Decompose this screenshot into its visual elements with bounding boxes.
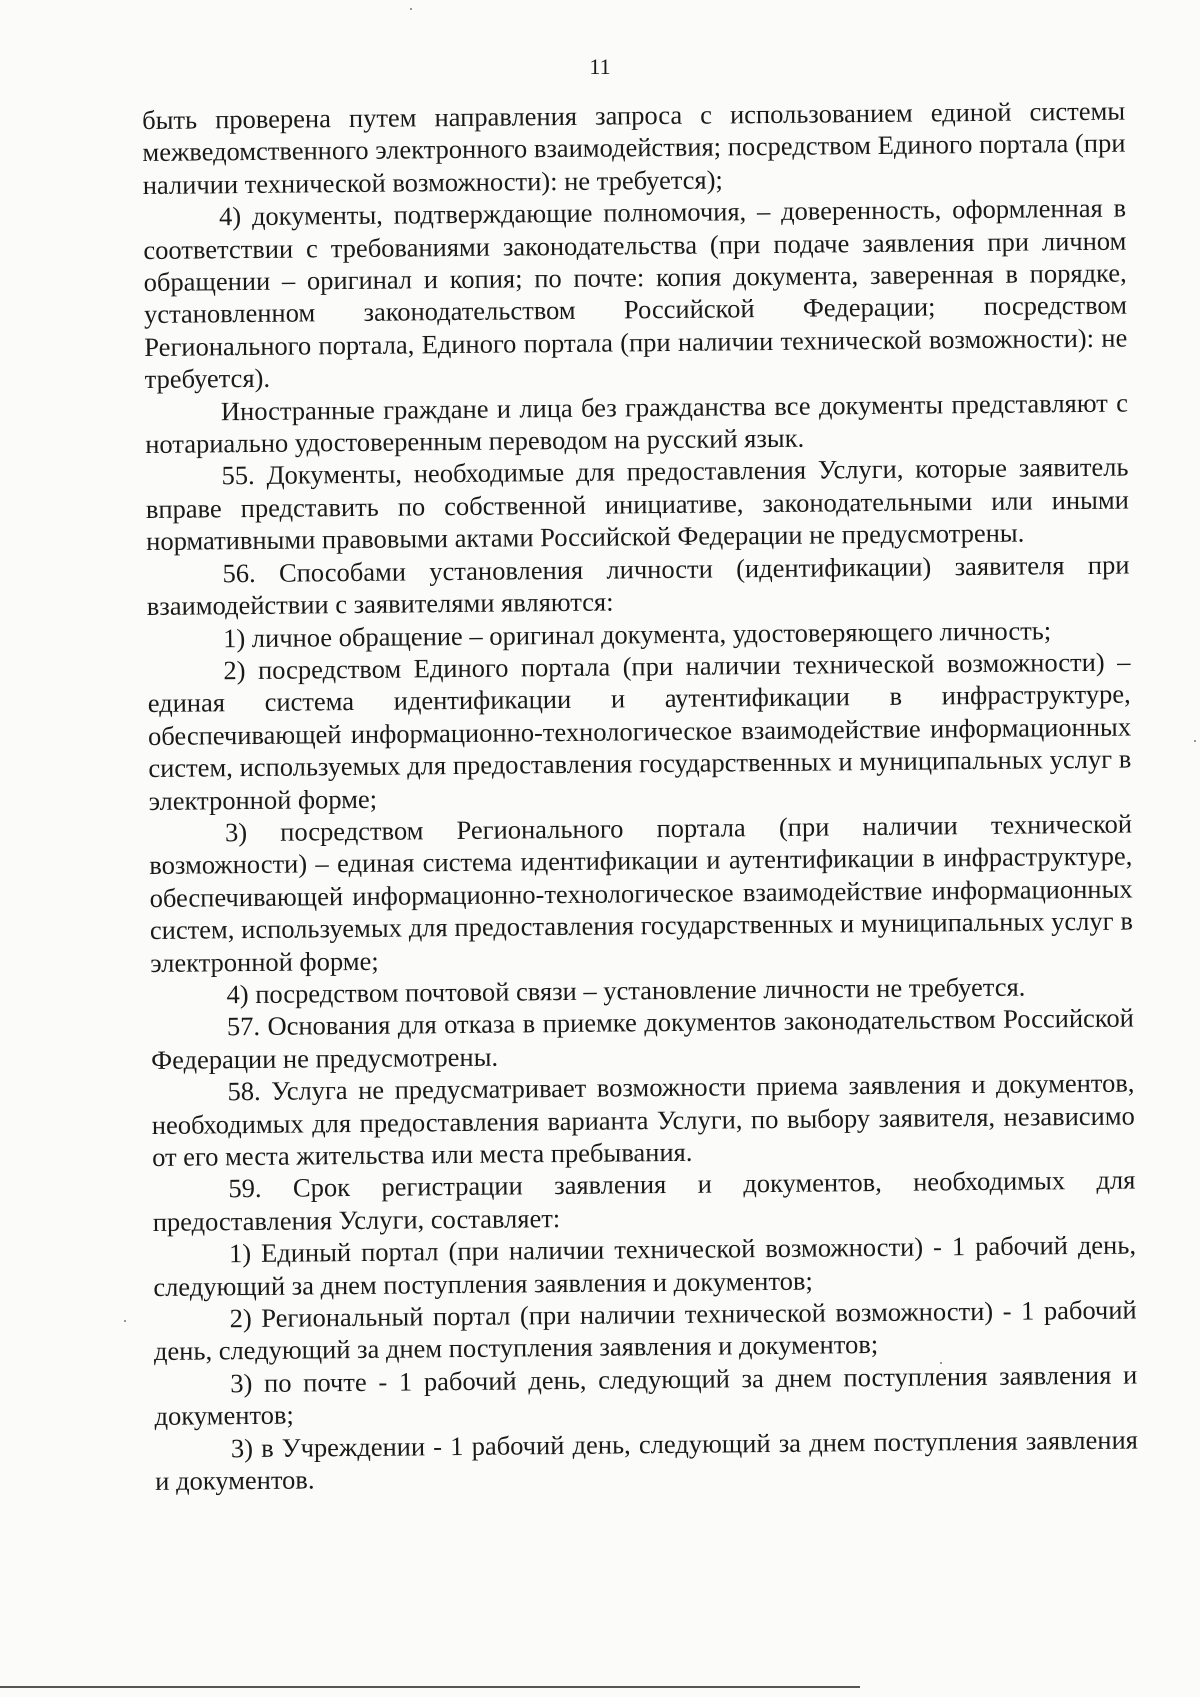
page-number: 11 <box>589 54 611 79</box>
paragraph-59-item-2: 2) Региональный портал (при наличии технической возможности) - 1 рабочий день, следующий за днем поступления заявления и документов; <box>153 1294 1137 1367</box>
paragraph-56-item-1: 1) личное обращение – оригинал документа, удостоверяющего личность; <box>222 614 1052 653</box>
paragraph-59-item-1: 1) Единый портал (при наличии технической возможности) - 1 рабочий день, следующий за днем поступления заявления и документов; <box>153 1229 1137 1302</box>
paragraph-59: 59. Срок регистрации заявления и документов, необходимых для предоставления Услуги, составляет: <box>152 1164 1136 1237</box>
paragraph-continuation: быть проверена путем направления запроса с использованием единой системы межведомственного электронного взаимодействия; посредством Единого портала (при наличии технической возможности): не требуется); <box>142 95 1126 200</box>
scan-speck <box>410 8 412 10</box>
document-body <box>142 95 1138 1498</box>
paragraph-56-item-4: 4) посредством почтовой связи – установление личности не требуется. <box>226 971 1026 1010</box>
paragraph-58: 58. Услуга не предусматривает возможности приема заявления и документов, необходимых для предоставления варианта Услуги, по выбору заявителя, независимо от его места жительства или места пребывания. <box>151 1067 1135 1172</box>
paragraph-foreign-citizens: Иностранные граждане и лица без гражданства все документы представляют с нотариально удостоверенным переводом на русский язык. <box>145 387 1129 460</box>
paragraph-57: 57. Основания для отказа в приемке документов законодательством Российской Федерации не предусмотрены. <box>151 1002 1134 1075</box>
scan-speck <box>1194 740 1196 742</box>
paragraph-item-4-authority-documents: 4) документы, подтверждающие полномочия, – доверенность, оформленная в соответствии с требованиями законодательства (при подаче заявления при личном обращении – оригинал и копия; по почте: копия документа, заверенная в порядке, установленном законодательством Российской Федерации; посредством Регионального портала, Единого портала (при наличии технической возможности): не требуется). <box>143 192 1128 395</box>
paragraph-56-item-2: 2) посредством Единого портала (при наличии технической возможности) – единая система идентификации и аутентификации в инфраструктуре, обеспечивающей информационно-технологическое взаимодействие информационных систем, используемых для предоставления государственных и муниципальных услуг в электронной форме; <box>147 646 1132 816</box>
paragraph-56: 56. Способами установления личности (идентификации) заявителя при взаимодействии с заявителями являются: <box>146 549 1130 622</box>
paragraph-55: 55. Документы, необходимые для предоставления Услуги, которые заявитель вправе представить по собственной инициативе, законодательными или иными нормативными правовыми актами Российской Федерации не предусмотрены. <box>145 452 1129 557</box>
paragraph-59-item-3-mail: 3) по почте - 1 рабочий день, следующий за днем поступления заявления и документов; <box>154 1359 1138 1432</box>
paragraph-59-item-3-institution: 3) в Учреждении - 1 рабочий день, следующий за днем поступления заявления и документов. <box>155 1424 1139 1496</box>
scan-speck <box>124 1320 126 1322</box>
scan-edge-line <box>0 1686 860 1688</box>
paragraph-56-item-3: 3) посредством Регионального портала (при наличии технической возможности) – единая система идентификации и аутентификации в инфраструктуре, обеспечивающей информационно-технологическое взаимодействие информационных систем, используемых для предоставления государственных и муниципальных услуг в электронной форме; <box>149 808 1134 978</box>
